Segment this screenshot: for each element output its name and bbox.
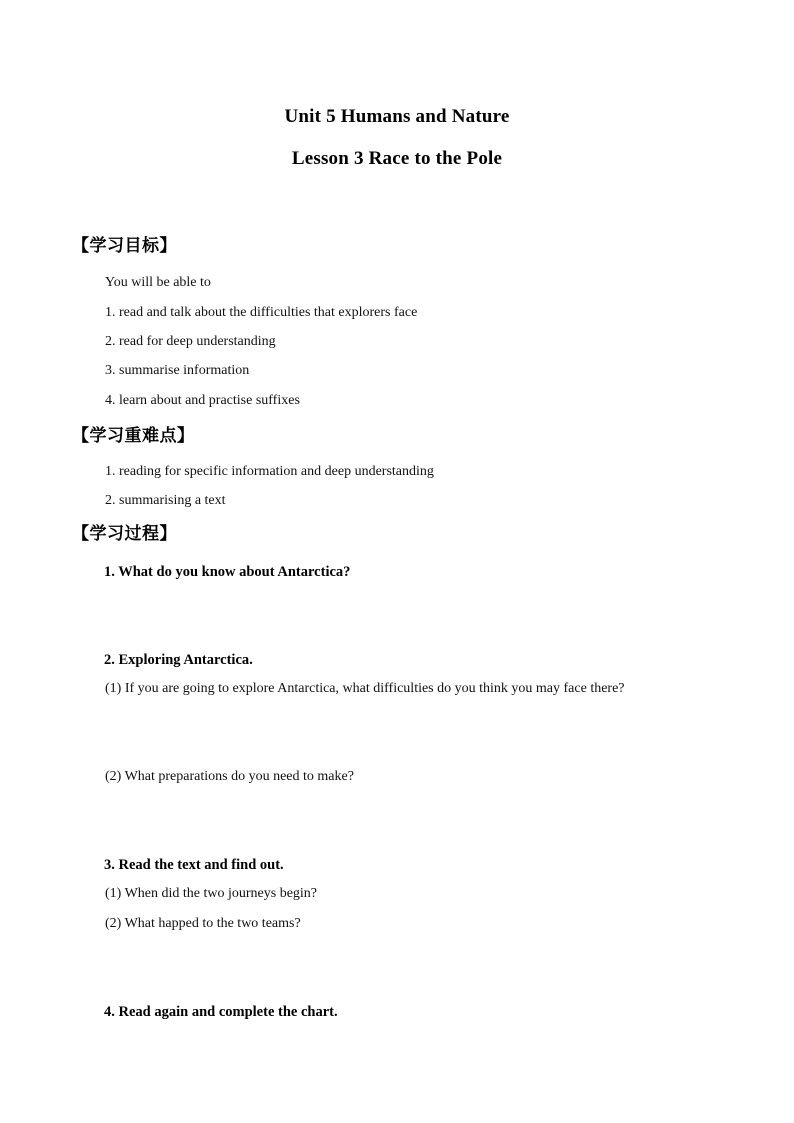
- unit-title: Unit 5 Humans and Nature: [284, 106, 510, 127]
- objective-item: 3. summarise information: [105, 363, 250, 378]
- objective-item: 2. read for deep understanding: [105, 334, 276, 349]
- question-2-sub: (2) What preparations do you need to make?: [105, 769, 354, 784]
- lesson-title: Lesson 3 Race to the Pole: [291, 148, 503, 169]
- question-4: 4. Read again and complete the chart.: [104, 1004, 338, 1020]
- question-2: 2. Exploring Antarctica.: [104, 652, 253, 668]
- question-3-sub: (2) What happed to the two teams?: [105, 916, 301, 931]
- objectives-intro: You will be able to: [105, 275, 211, 290]
- key-points-heading: 【学习重难点】: [72, 426, 195, 446]
- objective-item: 4. learn about and practise suffixes: [105, 393, 300, 408]
- question-3-sub: (1) When did the two journeys begin?: [105, 886, 318, 901]
- objectives-heading: 【学习目标】: [72, 236, 177, 256]
- question-3: 3. Read the text and find out.: [104, 857, 284, 873]
- key-point-item: 2. summarising a text: [105, 493, 226, 508]
- objective-item: 1. read and talk about the difficulties that explorers face: [105, 305, 418, 320]
- process-heading: 【学习过程】: [72, 524, 177, 544]
- key-point-item: 1. reading for specific information and deep understanding: [105, 464, 434, 479]
- question-2-sub: (1) If you are going to explore Antarctica, what difficulties do you think you may face there?: [105, 681, 625, 696]
- question-1: 1. What do you know about Antarctica?: [104, 564, 351, 580]
